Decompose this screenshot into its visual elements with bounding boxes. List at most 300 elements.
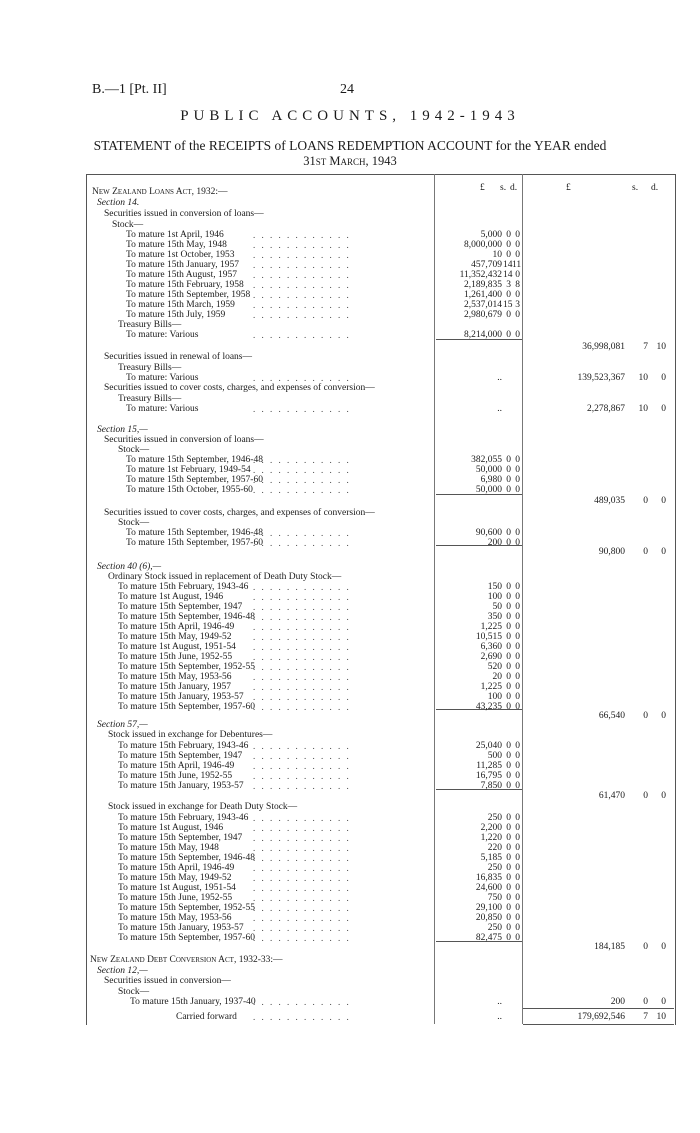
table-row bbox=[0, 976, 700, 987]
amount-pounds: 6,980 bbox=[480, 475, 502, 485]
amount-pounds: 7,850 bbox=[480, 781, 502, 791]
amount-shillings: 0 bbox=[506, 485, 511, 495]
table-row bbox=[0, 404, 700, 415]
amount-pence: 0 bbox=[515, 528, 520, 538]
row-label: To mature 15th September, 1946-48 bbox=[126, 455, 263, 465]
row-label: To mature 15th February, 1943-46 bbox=[118, 582, 249, 592]
table-row bbox=[0, 802, 700, 813]
amount-shillings: 0 bbox=[506, 781, 511, 791]
amount-pence: 0 bbox=[515, 672, 520, 682]
row-label: To mature: Various bbox=[126, 330, 199, 340]
amount-shillings: 0 bbox=[506, 528, 511, 538]
total-shillings: 0 bbox=[643, 496, 648, 506]
table-row bbox=[0, 330, 700, 341]
leader-dots: . . . . . . . . . . . . bbox=[253, 813, 351, 823]
row-label: Section 15,— bbox=[97, 425, 148, 435]
amount-pounds: 200 bbox=[487, 538, 502, 548]
amount-pounds: 250 bbox=[487, 923, 502, 933]
leader-dots: . . . . . . . . . . . . bbox=[253, 863, 351, 873]
leader-dots: . . . . . . . . . . . . bbox=[253, 602, 351, 612]
row-label: Securities issued to cover costs, charges, and expenses of conversion— bbox=[104, 383, 375, 393]
row-label: To mature 15th September, 1952-55 bbox=[118, 903, 255, 913]
row-label: To mature 1st August, 1946 bbox=[118, 592, 224, 602]
col2-pound-header: £ bbox=[566, 183, 571, 193]
amount-pence: 0 bbox=[515, 662, 520, 672]
document-reference: B.—1 [Pt. II] bbox=[92, 82, 167, 97]
row-label: To mature 15th May, 1953-56 bbox=[118, 672, 232, 682]
row-label: Securities issued in conversion of loans— bbox=[104, 209, 264, 219]
amount-pounds: 8,214,000 bbox=[464, 330, 502, 340]
amount-shillings: 15 bbox=[503, 300, 513, 310]
leader-dots: . . . . . . . . . . . . bbox=[253, 622, 351, 632]
total-pounds: 139,523,367 bbox=[577, 373, 625, 383]
total-pounds: 66,540 bbox=[598, 711, 625, 721]
amount-pence: 0 bbox=[515, 632, 520, 642]
amount-pence: 0 bbox=[515, 602, 520, 612]
leader-dots: . . . . . . . . . . . . bbox=[253, 632, 351, 642]
row-label: To mature 15th September, 1957-60 bbox=[126, 475, 263, 485]
amount-pence: 0 bbox=[515, 833, 520, 843]
row-label: Securities issued in renewal of loans— bbox=[104, 352, 253, 362]
col2-pence-header: d. bbox=[651, 183, 659, 193]
row-label: To mature 15th January, 1953-57 bbox=[118, 692, 244, 702]
total-pounds: 184,185 bbox=[594, 942, 625, 952]
leader-dots: . . . . . . . . . . . . bbox=[253, 652, 351, 662]
amount-pence: 0 bbox=[515, 485, 520, 495]
leader-dots: . . . . . . . . . . . . bbox=[253, 823, 351, 833]
col1-pence-header: d. bbox=[510, 183, 518, 193]
amount-pence: 0 bbox=[515, 240, 520, 250]
row-label: To mature 15th January, 1937-40 bbox=[130, 997, 256, 1007]
amount-pounds: 520 bbox=[487, 662, 502, 672]
total-pounds: 200 bbox=[610, 997, 625, 1007]
row-label: Section 57,— bbox=[97, 720, 148, 730]
total-rule bbox=[523, 1008, 674, 1009]
leader-dots: . . . . . . . . . . . . bbox=[253, 404, 351, 414]
leader-dots: . . . . . . . . . . . . bbox=[253, 250, 351, 260]
amount-shillings: 0 bbox=[506, 903, 511, 913]
table-row bbox=[0, 198, 700, 209]
leader-dots: . . . . . . . . . . . . bbox=[253, 702, 351, 712]
amount-pounds: 5,000 bbox=[480, 230, 502, 240]
amount-pounds: .. bbox=[497, 1012, 502, 1022]
amount-shillings: 0 bbox=[506, 672, 511, 682]
amount-pounds: 5,185 bbox=[480, 853, 502, 863]
leader-dots: . . . . . . . . . . . . bbox=[253, 781, 351, 791]
total-shillings: 10 bbox=[638, 404, 648, 414]
amount-pence: 0 bbox=[515, 893, 520, 903]
amount-pounds: 11,352,432 bbox=[459, 270, 502, 280]
row-label: To mature 15th June, 1952-55 bbox=[118, 893, 233, 903]
table-row bbox=[0, 547, 700, 558]
row-label: New Zealand Loans Act, 1932:— bbox=[92, 187, 228, 197]
row-label: To mature 15th January, 1953-57 bbox=[118, 781, 244, 791]
amount-shillings: 0 bbox=[506, 652, 511, 662]
amount-shillings: 0 bbox=[506, 863, 511, 873]
leader-dots: . . . . . . . . . . . . bbox=[253, 475, 351, 485]
amount-shillings: 0 bbox=[506, 853, 511, 863]
statement-title: STATEMENT of the RECEIPTS of LOANS REDEMPTION ACCOUNT for the YEAR ended bbox=[93, 138, 607, 153]
total-pence: 0 bbox=[661, 404, 666, 414]
leader-dots: . . . . . . . . . . . . bbox=[253, 883, 351, 893]
total-rule bbox=[523, 1024, 674, 1025]
amount-shillings: 0 bbox=[506, 612, 511, 622]
row-label: To mature 15th August, 1957 bbox=[126, 270, 237, 280]
amount-pence: 0 bbox=[515, 652, 520, 662]
leader-dots: . . . . . . . . . . . . bbox=[253, 260, 351, 270]
leader-dots: . . . . . . . . . . . . bbox=[253, 465, 351, 475]
row-label: To mature 15th June, 1952-55 bbox=[118, 652, 233, 662]
row-label: To mature: Various bbox=[126, 404, 199, 414]
amount-shillings: 0 bbox=[506, 843, 511, 853]
table-row bbox=[0, 1012, 700, 1023]
amount-shillings: 0 bbox=[506, 455, 511, 465]
row-label: To mature 15th January, 1953-57 bbox=[118, 923, 244, 933]
amount-pounds: 2,200 bbox=[480, 823, 502, 833]
row-label: To mature 15th September, 1947 bbox=[118, 751, 243, 761]
total-pence: 10 bbox=[656, 342, 666, 352]
amount-pence: 0 bbox=[515, 612, 520, 622]
amount-pence: 3 bbox=[515, 300, 520, 310]
table-row bbox=[0, 485, 700, 496]
leader-dots: . . . . . . . . . . . . bbox=[253, 230, 351, 240]
row-label: Stock— bbox=[118, 518, 150, 528]
amount-pounds: 1,261,400 bbox=[464, 290, 502, 300]
amount-pence: 0 bbox=[515, 310, 520, 320]
amount-shillings: 0 bbox=[506, 761, 511, 771]
amount-pounds: 1,225 bbox=[480, 622, 502, 632]
row-label: To mature 15th February, 1943-46 bbox=[118, 813, 249, 823]
leader-dots: . . . . . . . . . . . . bbox=[253, 538, 351, 548]
total-shillings: 10 bbox=[638, 373, 648, 383]
leader-dots: . . . . . . . . . . . . bbox=[253, 913, 351, 923]
row-label: Section 14. bbox=[97, 198, 140, 208]
leader-dots: . . . . . . . . . . . . bbox=[253, 582, 351, 592]
table-row bbox=[0, 187, 700, 198]
row-label: To mature 15th September, 1952-55 bbox=[118, 662, 255, 672]
row-label: To mature 15th May, 1949-52 bbox=[118, 632, 232, 642]
amount-shillings: 0 bbox=[506, 642, 511, 652]
leader-dots: . . . . . . . . . . . . bbox=[253, 903, 351, 913]
amount-pounds: 350 bbox=[487, 612, 502, 622]
leader-dots: . . . . . . . . . . . . bbox=[253, 612, 351, 622]
leader-dots: . . . . . . . . . . . . bbox=[253, 240, 351, 250]
row-label: To mature 15th September, 1957-60 bbox=[126, 538, 263, 548]
amount-shillings: 0 bbox=[506, 465, 511, 475]
row-label: To mature 15th February, 1943-46 bbox=[118, 741, 249, 751]
amount-pence: 0 bbox=[515, 692, 520, 702]
amount-shillings: 0 bbox=[506, 240, 511, 250]
row-label: To mature 15th May, 1948 bbox=[118, 843, 219, 853]
amount-shillings: 0 bbox=[506, 330, 511, 340]
col1-pound-header: £ bbox=[480, 183, 485, 193]
amount-pence: 0 bbox=[515, 290, 520, 300]
total-pence: 0 bbox=[661, 373, 666, 383]
row-label: To mature 1st April, 1946 bbox=[126, 230, 224, 240]
amount-pence: 11 bbox=[512, 260, 522, 270]
total-pence: 10 bbox=[656, 1012, 666, 1022]
amount-pence: 0 bbox=[515, 702, 520, 712]
amount-pounds: 750 bbox=[487, 893, 502, 903]
total-pence: 0 bbox=[661, 942, 666, 952]
leader-dots: . . . . . . . . . . . . bbox=[253, 310, 351, 320]
row-label: Securities issued to cover costs, charges, and expenses of conversion— bbox=[104, 508, 375, 518]
amount-pence: 0 bbox=[515, 622, 520, 632]
row-label: To mature 15th October, 1955-60 bbox=[126, 485, 253, 495]
amount-shillings: 0 bbox=[506, 475, 511, 485]
total-shillings: 7 bbox=[643, 342, 648, 352]
leader-dots: . . . . . . . . . . . . bbox=[253, 290, 351, 300]
amount-pence: 0 bbox=[515, 741, 520, 751]
row-label: To mature 15th January, 1957 bbox=[126, 260, 239, 270]
leader-dots: . . . . . . . . . . . . bbox=[253, 692, 351, 702]
amount-shillings: 0 bbox=[506, 873, 511, 883]
amount-pence: 0 bbox=[515, 863, 520, 873]
amount-shillings: 0 bbox=[506, 823, 511, 833]
row-label: Stock— bbox=[118, 987, 150, 997]
row-label: Treasury Bills— bbox=[118, 363, 182, 373]
total-shillings: 0 bbox=[643, 942, 648, 952]
row-label: To mature 15th June, 1952-55 bbox=[118, 771, 233, 781]
amount-shillings: 0 bbox=[506, 833, 511, 843]
row-label: To mature 15th September, 1947 bbox=[118, 602, 243, 612]
amount-pounds: 24,600 bbox=[475, 883, 502, 893]
amount-pence: 0 bbox=[515, 813, 520, 823]
amount-shillings: 14 bbox=[503, 260, 513, 270]
amount-pence: 0 bbox=[515, 475, 520, 485]
total-shillings: 0 bbox=[643, 547, 648, 557]
leader-dots: . . . . . . . . . . . . bbox=[253, 761, 351, 771]
amount-shillings: 0 bbox=[506, 230, 511, 240]
amount-shillings: 0 bbox=[506, 883, 511, 893]
amount-shillings: 0 bbox=[506, 751, 511, 761]
amount-pounds: 16,795 bbox=[475, 771, 502, 781]
leader-dots: . . . . . . . . . . . . bbox=[253, 997, 351, 1007]
total-pounds: 179,692,546 bbox=[577, 1012, 625, 1022]
leader-dots: . . . . . . . . . . . . bbox=[253, 873, 351, 883]
amount-pounds: 20 bbox=[492, 672, 502, 682]
row-label: Stock issued in exchange for Death Duty Stock— bbox=[108, 802, 298, 812]
leader-dots: . . . . . . . . . . . . bbox=[253, 893, 351, 903]
row-label: To mature 15th January, 1957 bbox=[118, 682, 231, 692]
total-pence: 0 bbox=[661, 711, 666, 721]
amount-shillings: 0 bbox=[506, 893, 511, 903]
amount-shillings: 0 bbox=[506, 582, 511, 592]
table-row bbox=[0, 791, 700, 802]
amount-pounds: 82,475 bbox=[475, 933, 502, 943]
row-label: To mature 15th September, 1946-48 bbox=[118, 612, 255, 622]
leader-dots: . . . . . . . . . . . . bbox=[253, 682, 351, 692]
table-row bbox=[0, 730, 700, 741]
total-shillings: 0 bbox=[643, 997, 648, 1007]
leader-dots: . . . . . . . . . . . . bbox=[253, 280, 351, 290]
leader-dots: . . . . . . . . . . . . bbox=[253, 662, 351, 672]
total-pounds: 36,998,081 bbox=[582, 342, 625, 352]
row-label: To mature 15th May, 1948 bbox=[126, 240, 227, 250]
total-pence: 0 bbox=[661, 997, 666, 1007]
col2-shilling-header: s. bbox=[632, 183, 639, 193]
leader-dots: . . . . . . . . . . . . bbox=[253, 933, 351, 943]
row-label: To mature 1st February, 1949-54 bbox=[126, 465, 251, 475]
amount-pounds: 2,690 bbox=[480, 652, 502, 662]
statement-date: 31st March, 1943 bbox=[303, 154, 397, 168]
amount-pounds: 90,600 bbox=[475, 528, 502, 538]
total-shillings: 0 bbox=[643, 711, 648, 721]
row-label: Securities issued in conversion of loans— bbox=[104, 435, 264, 445]
amount-pounds: 382,055 bbox=[471, 455, 502, 465]
amount-pounds: 6,360 bbox=[480, 642, 502, 652]
amount-pounds: 1,225 bbox=[480, 682, 502, 692]
amount-pence: 0 bbox=[515, 538, 520, 548]
row-label: Section 12,— bbox=[97, 966, 148, 976]
table-row bbox=[0, 352, 700, 363]
row-label: To mature 15th September, 1957-60 bbox=[118, 933, 255, 943]
total-pence: 0 bbox=[661, 496, 666, 506]
amount-shillings: 0 bbox=[506, 250, 511, 260]
amount-shillings: 0 bbox=[506, 622, 511, 632]
amount-pounds: .. bbox=[497, 997, 502, 1007]
row-label: To mature 15th February, 1958 bbox=[126, 280, 244, 290]
total-shillings: 0 bbox=[643, 791, 648, 801]
leader-dots: . . . . . . . . . . . . bbox=[253, 270, 351, 280]
row-label: To mature 15th May, 1949-52 bbox=[118, 873, 232, 883]
amount-pounds: 250 bbox=[487, 813, 502, 823]
amount-pence: 0 bbox=[515, 903, 520, 913]
amount-pounds: 2,980,679 bbox=[464, 310, 502, 320]
leader-dots: . . . . . . . . . . . . bbox=[253, 923, 351, 933]
amount-pence: 0 bbox=[515, 682, 520, 692]
leader-dots: . . . . . . . . . . . . bbox=[253, 592, 351, 602]
row-label: To mature 15th April, 1946-49 bbox=[118, 863, 235, 873]
leader-dots: . . . . . . . . . . . . bbox=[253, 373, 351, 383]
amount-shillings: 0 bbox=[506, 310, 511, 320]
amount-pounds: 10 bbox=[492, 250, 502, 260]
leader-dots: . . . . . . . . . . . . bbox=[253, 672, 351, 682]
amount-pounds: 16,835 bbox=[475, 873, 502, 883]
table-row bbox=[0, 496, 700, 507]
row-label: To mature 15th September, 1958 bbox=[126, 290, 251, 300]
amount-pounds: 11,285 bbox=[476, 761, 502, 771]
amount-shillings: 0 bbox=[506, 702, 511, 712]
amount-pence: 0 bbox=[515, 465, 520, 475]
amount-pence: 0 bbox=[515, 853, 520, 863]
amount-shillings: 0 bbox=[506, 771, 511, 781]
amount-pounds: 150 bbox=[487, 582, 502, 592]
row-label: Section 40 (6),— bbox=[97, 562, 162, 572]
amount-pence: 0 bbox=[515, 592, 520, 602]
page-number: 24 bbox=[340, 82, 354, 97]
row-label: To mature 1st October, 1953 bbox=[126, 250, 235, 260]
total-pounds: 61,470 bbox=[598, 791, 625, 801]
amount-shillings: 14 bbox=[503, 270, 513, 280]
amount-pence: 0 bbox=[515, 823, 520, 833]
amount-shillings: 0 bbox=[506, 662, 511, 672]
total-pence: 0 bbox=[661, 547, 666, 557]
amount-shillings: 0 bbox=[506, 933, 511, 943]
row-label: New Zealand Debt Conversion Act, 1932-33:— bbox=[90, 955, 283, 965]
amount-shillings: 0 bbox=[506, 602, 511, 612]
amount-shillings: 0 bbox=[506, 290, 511, 300]
leader-dots: . . . . . . . . . . . . bbox=[253, 771, 351, 781]
amount-shillings: 0 bbox=[506, 813, 511, 823]
row-label: To mature 1st August, 1951-54 bbox=[118, 883, 236, 893]
row-label: To mature: Various bbox=[126, 373, 199, 383]
leader-dots: . . . . . . . . . . . . bbox=[253, 741, 351, 751]
total-shillings: 7 bbox=[643, 1012, 648, 1022]
amount-pounds: 50 bbox=[492, 602, 502, 612]
amount-pounds: 43,235 bbox=[475, 702, 502, 712]
row-label: Carried forward bbox=[176, 1012, 237, 1022]
amount-pence: 0 bbox=[515, 751, 520, 761]
amount-pounds: 29,100 bbox=[475, 903, 502, 913]
leader-dots: . . . . . . . . . . . . bbox=[253, 485, 351, 495]
leader-dots: . . . . . . . . . . . . bbox=[253, 751, 351, 761]
row-label: To mature 15th May, 1953-56 bbox=[118, 913, 232, 923]
amount-pounds: 20,850 bbox=[475, 913, 502, 923]
amount-pounds: 8,000,000 bbox=[464, 240, 502, 250]
leader-dots: . . . . . . . . . . . . bbox=[253, 300, 351, 310]
amount-pence: 0 bbox=[515, 761, 520, 771]
amount-pounds: 50,000 bbox=[475, 465, 502, 475]
table-row bbox=[0, 997, 700, 1008]
total-pounds: 489,035 bbox=[594, 496, 625, 506]
row-label: Ordinary Stock issued in replacement of Death Duty Stock— bbox=[108, 572, 342, 582]
amount-pounds: 50,000 bbox=[475, 485, 502, 495]
amount-shillings: 0 bbox=[506, 923, 511, 933]
leader-dots: . . . . . . . . . . . . bbox=[253, 853, 351, 863]
row-label: To mature 15th July, 1959 bbox=[126, 310, 226, 320]
amount-pence: 0 bbox=[515, 455, 520, 465]
row-label: To mature 15th September, 1946-48 bbox=[118, 853, 255, 863]
amount-shillings: 0 bbox=[506, 538, 511, 548]
amount-pence: 8 bbox=[515, 280, 520, 290]
row-label: To mature 15th March, 1959 bbox=[126, 300, 235, 310]
amount-pence: 0 bbox=[515, 250, 520, 260]
amount-pence: 0 bbox=[515, 883, 520, 893]
amount-shillings: 0 bbox=[506, 632, 511, 642]
amount-pence: 0 bbox=[515, 642, 520, 652]
amount-pence: 0 bbox=[515, 270, 520, 280]
row-label: Treasury Bills— bbox=[118, 320, 182, 330]
row-label: Stock issued in exchange for Debentures— bbox=[108, 730, 273, 740]
row-label: To mature 15th April, 1946-49 bbox=[118, 622, 235, 632]
leader-dots: . . . . . . . . . . . . bbox=[253, 455, 351, 465]
amount-pounds: 250 bbox=[487, 863, 502, 873]
table-row bbox=[0, 955, 700, 966]
row-label: To mature 15th April, 1946-49 bbox=[118, 761, 235, 771]
row-label: To mature 15th September, 1946-48 bbox=[126, 528, 263, 538]
amount-pounds: 457,709 bbox=[471, 260, 502, 270]
total-pence: 0 bbox=[661, 791, 666, 801]
leader-dots: . . . . . . . . . . . . bbox=[253, 330, 351, 340]
amount-shillings: 0 bbox=[506, 682, 511, 692]
amount-pence: 0 bbox=[515, 913, 520, 923]
row-label: To mature 1st August, 1946 bbox=[118, 823, 224, 833]
table-row bbox=[0, 383, 700, 394]
leader-dots: . . . . . . . . . . . . bbox=[253, 843, 351, 853]
leader-dots: . . . . . . . . . . . . bbox=[253, 528, 351, 538]
amount-pounds: 220 bbox=[487, 843, 502, 853]
row-label: Securities issued in conversion— bbox=[104, 976, 231, 986]
amount-pounds: 500 bbox=[487, 751, 502, 761]
col1-shilling-header: s. bbox=[500, 183, 507, 193]
table-row bbox=[0, 209, 700, 220]
amount-shillings: 3 bbox=[506, 280, 511, 290]
amount-pence: 0 bbox=[515, 230, 520, 240]
amount-pounds: 2,189,835 bbox=[464, 280, 502, 290]
amount-pounds: 2,537,014 bbox=[464, 300, 502, 310]
amount-shillings: 0 bbox=[506, 913, 511, 923]
